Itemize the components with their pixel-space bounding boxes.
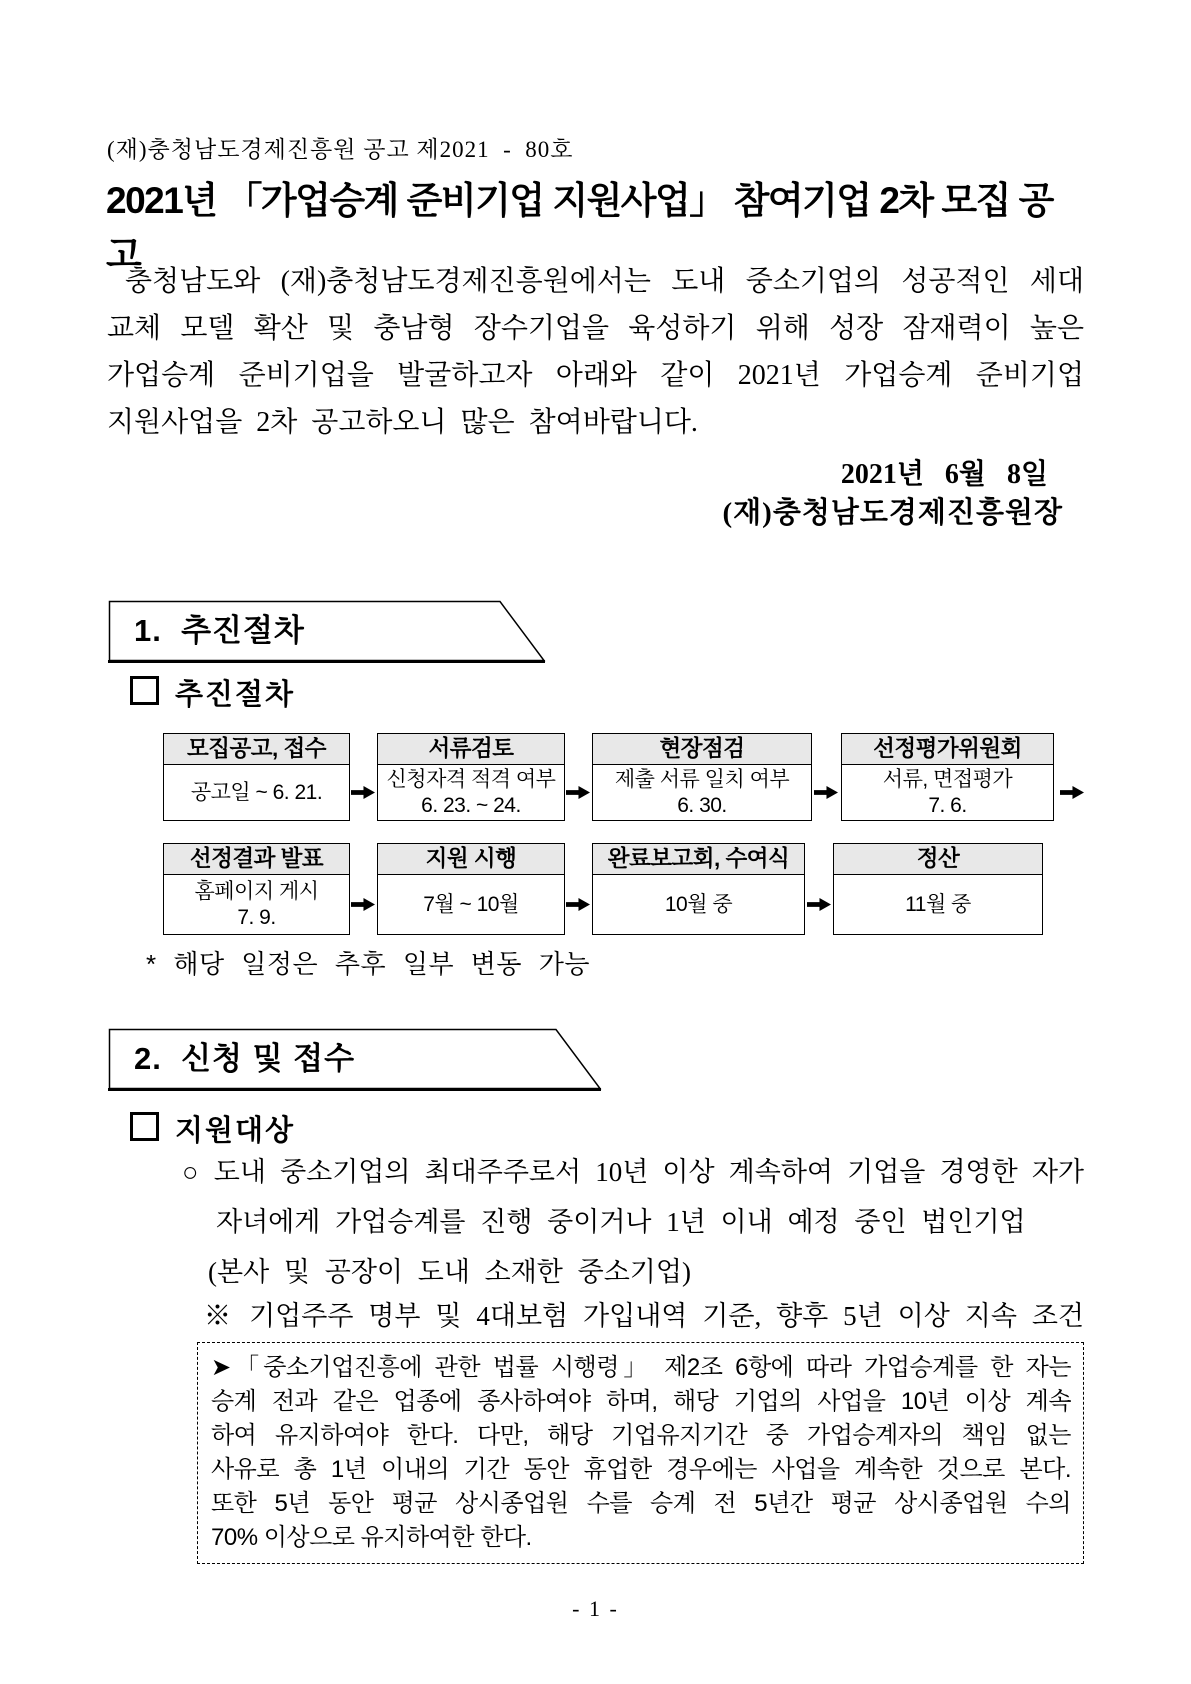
flow-step-현장점검 bbox=[592, 733, 812, 821]
eligibility-line3: (본사 및 공장이 도내 소재한 중소기업) bbox=[208, 1257, 691, 1287]
legal-note-line: 70% 이상으로 유지하여한 한다. bbox=[211, 1524, 532, 1551]
arrow-right-icon bbox=[814, 786, 838, 799]
section2-subheading-label: 지원대상 bbox=[175, 1115, 296, 1147]
flow-step-body: 7월 ~ 10월 bbox=[423, 892, 519, 916]
legal-note-line: 승계 전과 같은 업종에 종사하여야 하며, 해당 기업의 사업을 10년 이상 계속 bbox=[211, 1388, 1071, 1415]
arrow-right-icon bbox=[566, 898, 590, 911]
arrow-right-icon bbox=[351, 786, 375, 799]
page-title: 2021년 「가업승계 준비기업 지원사업」 참여기업 2차 모집 공고 bbox=[106, 180, 1053, 275]
process-flow-row2 bbox=[163, 843, 1088, 935]
flow-step-선정평가위원회 bbox=[841, 733, 1054, 821]
intro-line: 가업승계 준비기업을 발굴하고자 아래와 같이 2021년 가업승계 준비기업 bbox=[107, 360, 1084, 391]
section1-banner bbox=[108, 600, 548, 664]
flow-step-title: 현장점검 bbox=[593, 734, 811, 765]
intro-line: 충청남도와 (재)충청남도경제진흥원에서는 도내 중소기업의 성공적인 세대 bbox=[125, 266, 1084, 297]
flow-step-지원시행 bbox=[377, 843, 565, 935]
flow-step-title: 선정평가위원회 bbox=[842, 734, 1053, 765]
legal-note-line: 또한 5년 동안 평균 상시종업원 수를 승계 전 5년간 평균 상시종업원 수의 bbox=[211, 1490, 1071, 1517]
flow-step-body: 공고일 ~ 6. 21. bbox=[190, 780, 323, 804]
flow-step-모집공고 bbox=[163, 733, 350, 821]
eligibility-line1: ○ 도내 중소기업의 최대주주로서 10년 이상 계속하여 기업을 경영한 자가 bbox=[182, 1157, 1084, 1187]
legal-note-line: 사유로 총 1년 이내의 기간 동안 휴업한 경우에는 사업을 계속한 것으로 본다. bbox=[211, 1456, 1071, 1483]
legal-note-line: 하여 유지하여야 한다. 다만, 해당 기업유지기간 중 가업승계자의 책임 없는 bbox=[211, 1422, 1071, 1449]
signer: (재)충청남도경제진흥원장 bbox=[722, 497, 1063, 529]
flow-step-title: 완료보고회, 수여식 bbox=[593, 844, 804, 875]
intro-paragraph bbox=[107, 258, 1084, 446]
flow-step-title: 지원 시행 bbox=[378, 844, 564, 875]
flow-step-body: 10월 중 bbox=[664, 892, 733, 916]
flow-step-title: 서류검토 bbox=[378, 734, 564, 765]
legal-note-box bbox=[197, 1342, 1084, 1564]
announcement-date: 2021년 6월 8일 bbox=[840, 459, 1048, 490]
flow-step-body: 서류, 면접평가 7. 6. bbox=[882, 767, 1013, 817]
square-bullet-icon bbox=[130, 1112, 159, 1141]
flow-step-body: 신청자격 적격 여부 6. 23. ~ 24. bbox=[386, 767, 556, 817]
flow-step-title: 선정결과 발표 bbox=[164, 844, 349, 875]
section1-banner-label: 1. 추진절차 bbox=[134, 613, 305, 648]
flow-step-완료보고회 bbox=[592, 843, 805, 935]
arrow-right-icon bbox=[1060, 786, 1084, 799]
flow-step-서류검토 bbox=[377, 733, 565, 821]
flow-step-body: 홈페이지 게시 7. 9. bbox=[194, 879, 319, 929]
section2-banner-label: 2. 신청 및 접수 bbox=[134, 1041, 356, 1076]
flow-step-body: 11월 중 bbox=[905, 892, 971, 916]
arrow-right-icon bbox=[351, 898, 375, 911]
intro-line: 교체 모델 확산 및 충남형 장수기업을 육성하기 위해 성장 잠재력이 높은 bbox=[107, 313, 1084, 344]
section2-subheading bbox=[130, 1108, 295, 1149]
doc-number: (재)충청남도경제진흥원 공고 제2021 - 80호 bbox=[107, 137, 574, 162]
eligibility-line2: 자녀에게 가업승계를 진행 중이거나 1년 이내 예정 중인 법인기업 bbox=[216, 1207, 1026, 1237]
flow-step-정산 bbox=[833, 843, 1043, 935]
reference-note: ※ 기업주주 명부 및 4대보험 가입내역 기준, 향후 5년 이상 지속 조건 bbox=[204, 1301, 1084, 1331]
arrow-right-icon bbox=[566, 786, 590, 799]
section1-subheading-label: 추진절차 bbox=[175, 679, 296, 711]
flow-step-title: 정산 bbox=[834, 844, 1042, 875]
flow-step-body: 제출 서류 일치 여부 6. 30. bbox=[614, 767, 790, 817]
intro-line: 지원사업을 2차 공고하오니 많은 참여바랍니다. bbox=[107, 407, 698, 438]
legal-note-line: ➤「중소기업진흥에 관한 법률 시행령」 제2조 6항에 따라 가업승계를 한 자는 bbox=[211, 1354, 1071, 1381]
section1-subheading bbox=[130, 672, 295, 713]
arrow-right-icon bbox=[807, 898, 831, 911]
flow-step-선정결과발표 bbox=[163, 843, 350, 935]
section2-banner bbox=[108, 1028, 604, 1092]
square-bullet-icon bbox=[130, 676, 159, 705]
flow-footnote: * 해당 일정은 추후 일부 변동 가능 bbox=[146, 949, 590, 979]
process-flow-row1 bbox=[163, 733, 1088, 821]
page-number: - 1 - bbox=[572, 1596, 619, 1621]
flow-step-title: 모집공고, 접수 bbox=[164, 734, 349, 765]
